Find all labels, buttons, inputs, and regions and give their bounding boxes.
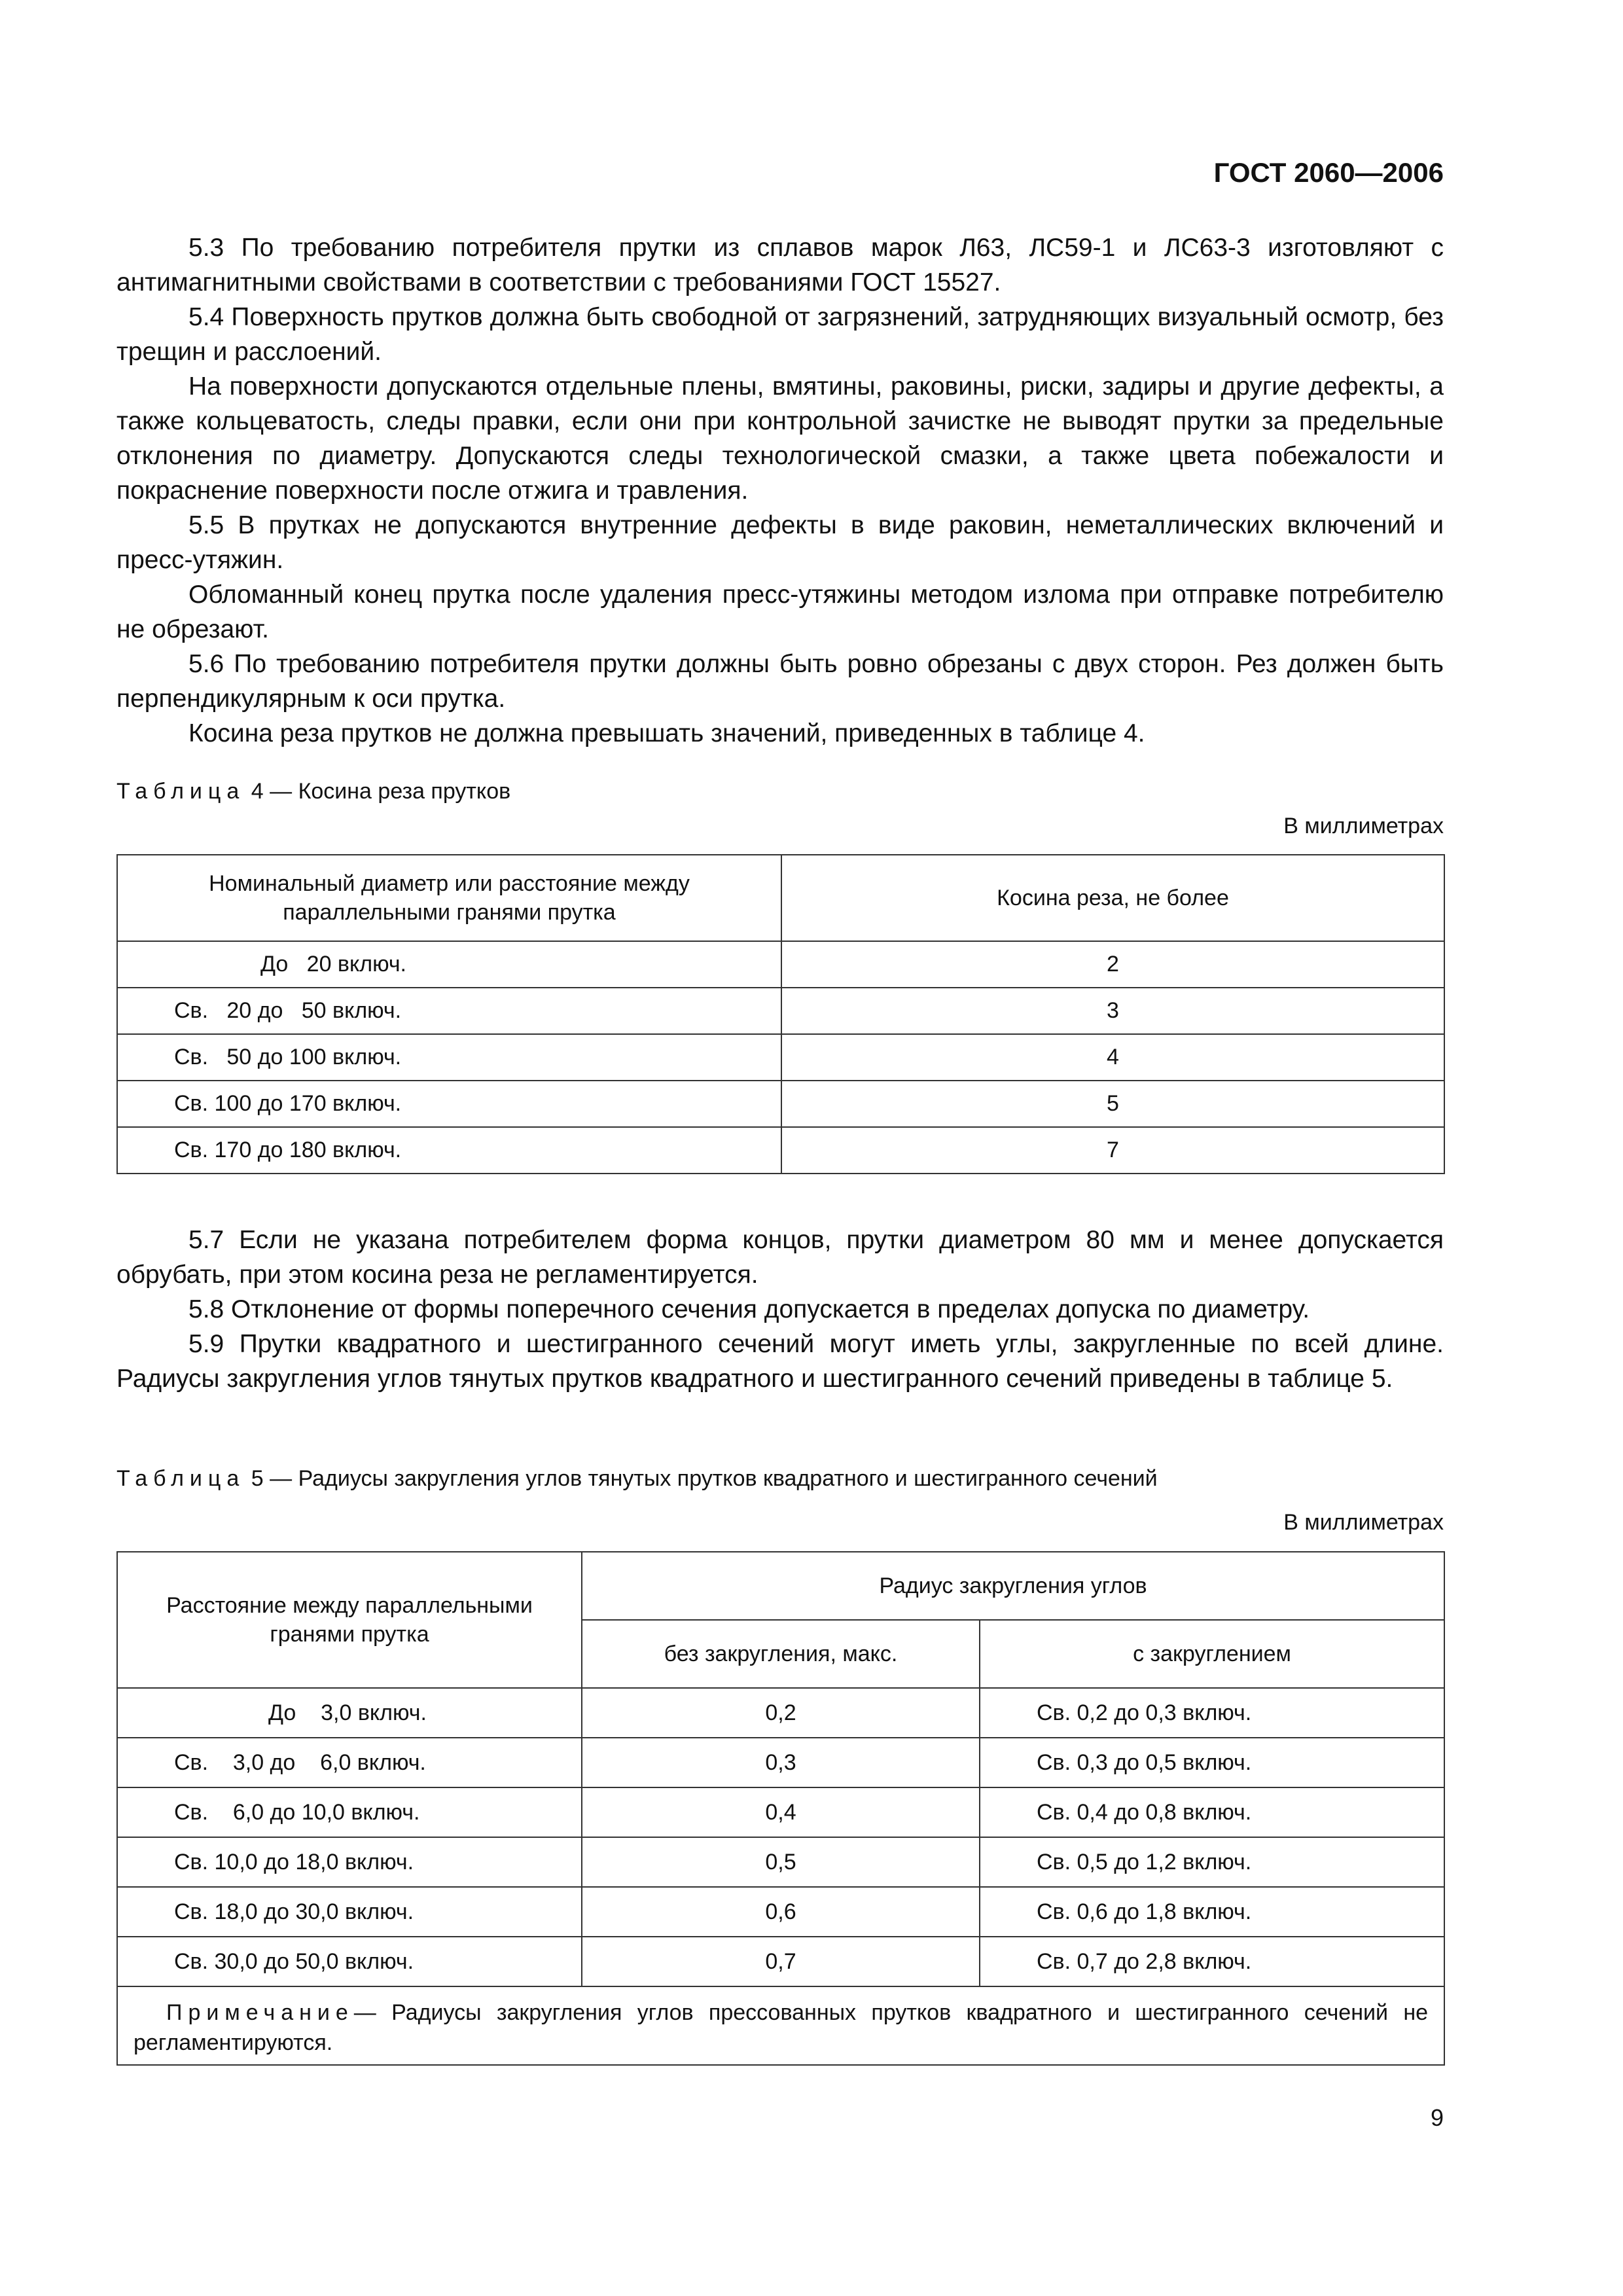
paragraph-5-4: 5.4 Поверхность прутков должна быть свободной от загрязнений, затрудняющих визуальный осмотр, без трещин и расслоений.: [116, 303, 1444, 366]
table5-range: Св. 18,0 до 30,0 включ.: [117, 1887, 582, 1937]
table5-col-max: без закругления, макс.: [582, 1620, 980, 1688]
table5-range: Св. 6,0 до 10,0 включ.: [117, 1787, 582, 1837]
table5-range: Св. 3,0 до 6,0 включ.: [117, 1738, 582, 1787]
table5-range: Св. 30,0 до 50,0 включ.: [117, 1937, 582, 1986]
table4-value: 7: [781, 1127, 1444, 1174]
table4-value: 3: [781, 988, 1444, 1034]
table4-units: В миллиметрах: [1283, 814, 1444, 838]
table4-caption: [116, 779, 510, 804]
paragraph-5-5: 5.5 В прутках не допускаются внутренние дефекты в виде раковин, неметаллических включений и пресс-утяжин.: [116, 511, 1444, 574]
body-section-1: [116, 230, 1444, 751]
table4: [116, 854, 1445, 1174]
table5-round: Св. 0,7 до 2,8 включ.: [980, 1937, 1444, 1986]
table5-range: Св. 10,0 до 18,0 включ.: [117, 1837, 582, 1887]
paragraph-5-9: 5.9 Прутки квадратного и шестигранного сечений могут иметь углы, закругленные по всей длине. Радиусы закругления углов тянутых прутков квадратного и шестигранного сечений приведены в таблице 5.: [116, 1330, 1444, 1393]
table5-note-text: — Радиусы закругления углов прессованных прутков квадратного и шестигранного сечений не регламентируются.: [134, 2000, 1429, 2055]
paragraph-5-5-end: Обломанный конец прутка после удаления пресс-утяжины методом излома при отправке потребителю не обрезают.: [116, 581, 1444, 643]
table5-col-round: с закруглением: [980, 1620, 1444, 1688]
table5-max: 0,7: [582, 1937, 980, 1986]
page-number: 9: [1430, 2104, 1444, 2131]
table-row: [117, 1738, 1444, 1787]
table5-max: 0,4: [582, 1787, 980, 1837]
table-row: [117, 1787, 1444, 1837]
table5-caption-word: Таблица: [116, 1466, 245, 1491]
table4-header-row: [117, 855, 1444, 941]
table5-max: 0,2: [582, 1688, 980, 1738]
table-row: [117, 1837, 1444, 1887]
paragraph-5-4-defects: На поверхности допускаются отдельные плены, вмятины, раковины, риски, задиры и другие дефекты, а также кольцеватость, следы правки, если они при контрольной зачистке не выводят прутки за предельные отклонения по диаметру. Допускаются следы технологической смазки, а также цвета побежалости и покраснение поверхности после отжига и травления.: [116, 372, 1444, 505]
table5-caption-title: 5 — Радиусы закругления углов тянутых прутков квадратного и шестигранного сечений: [251, 1466, 1158, 1491]
table4-range: Св. 50 до 100 включ.: [117, 1034, 781, 1081]
table5: [116, 1551, 1445, 2066]
table4-caption-word: Таблица: [116, 779, 245, 804]
document-code: ГОСТ 2060—2006: [1213, 157, 1444, 188]
table4-col-diameter: Номинальный диаметр или расстояние между параллельными гранями прутка: [117, 855, 781, 941]
table4-range: Св. 20 до 50 включ.: [117, 988, 781, 1034]
table-row: [117, 1937, 1444, 1986]
table4-value: 4: [781, 1034, 1444, 1081]
table5-max: 0,3: [582, 1738, 980, 1787]
table4-range: До 20 включ.: [117, 941, 781, 988]
table-row: [117, 1034, 1444, 1081]
table5-range: До 3,0 включ.: [117, 1688, 582, 1738]
table4-range: Св. 170 до 180 включ.: [117, 1127, 781, 1174]
table5-note: [117, 1986, 1444, 2065]
table5-round: Св. 0,3 до 0,5 включ.: [980, 1738, 1444, 1787]
table4-col-cut: Косина реза, не более: [781, 855, 1444, 941]
paragraph-5-3: 5.3 По требованию потребителя прутки из сплавов марок Л63, ЛС59-1 и ЛС63-3 изготовляют с антимагнитными свойствами в соответствии с требованиями ГОСТ 15527.: [116, 234, 1444, 296]
paragraph-5-6-cut: Косина реза прутков не должна превышать значений, приведенных в таблице 4.: [188, 719, 1145, 747]
table-row: [117, 988, 1444, 1034]
table5-units: В миллиметрах: [1283, 1510, 1444, 1535]
table-row: [117, 1127, 1444, 1174]
table-row: [117, 1887, 1444, 1937]
table5-round: Св. 0,4 до 0,8 включ.: [980, 1787, 1444, 1837]
table5-col-distance: Расстояние между параллельными гранями прутка: [117, 1552, 582, 1688]
table-row: [117, 1688, 1444, 1738]
table5-col-radius-group: Радиус закругления углов: [582, 1552, 1444, 1620]
paragraph-5-8: 5.8 Отклонение от формы поперечного сечения допускается в пределах допуска по диаметру.: [188, 1295, 1310, 1323]
table5-max: 0,5: [582, 1837, 980, 1887]
table5-note-word: Примечание: [166, 2000, 354, 2025]
table4-value: 2: [781, 941, 1444, 988]
table5-header-row-1: [117, 1552, 1444, 1620]
body-section-2: [116, 1223, 1444, 1396]
table5-note-row: [117, 1986, 1444, 2065]
paragraph-5-6: 5.6 По требованию потребителя прутки должны быть ровно обрезаны с двух сторон. Рез должен быть перпендикулярным к оси прутка.: [116, 650, 1444, 713]
table-row: [117, 941, 1444, 988]
table5-round: Св. 0,6 до 1,8 включ.: [980, 1887, 1444, 1937]
table4-value: 5: [781, 1081, 1444, 1127]
table4-range: Св. 100 до 170 включ.: [117, 1081, 781, 1127]
table5-max: 0,6: [582, 1887, 980, 1937]
table-row: [117, 1081, 1444, 1127]
table5-round: Св. 0,2 до 0,3 включ.: [980, 1688, 1444, 1738]
table5-caption: [116, 1466, 1158, 1492]
table4-caption-title: 4 — Косина реза прутков: [251, 779, 511, 804]
table5-round: Св. 0,5 до 1,2 включ.: [980, 1837, 1444, 1887]
paragraph-5-7: 5.7 Если не указана потребителем форма концов, прутки диаметром 80 мм и менее допускается обрубать, при этом косина реза не регламентируется.: [116, 1226, 1444, 1289]
